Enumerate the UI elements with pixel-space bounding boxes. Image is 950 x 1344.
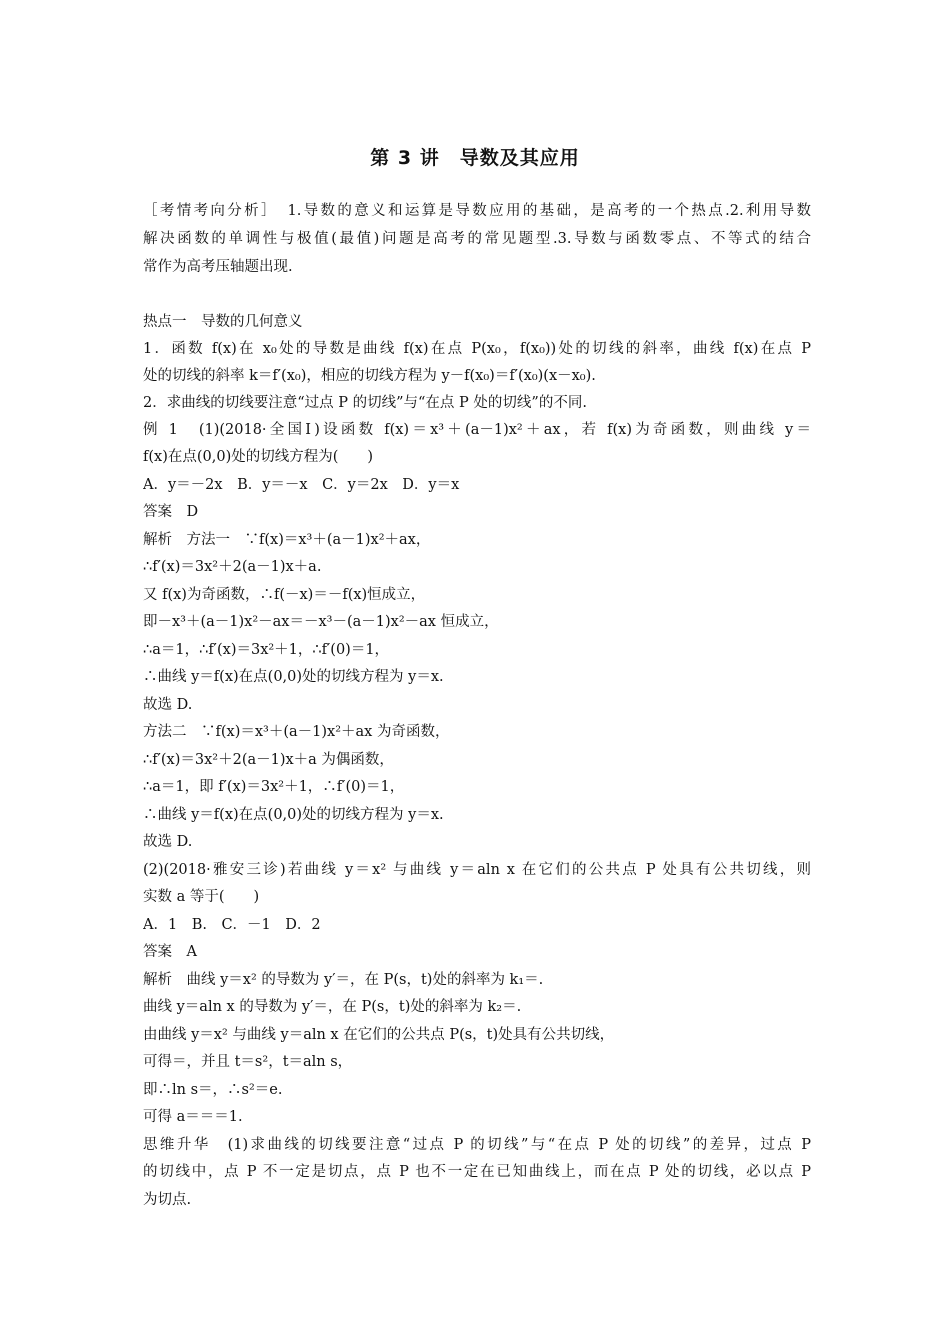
text-line: 的切线中，点 P 不一定是切点，点 P 也不一定在已知曲线上，而在点 P 处的切线，必以点 P — [143, 1164, 811, 1180]
text-line: f(x)在点(0,0)处的切线方程为( ) — [143, 449, 374, 465]
intro-line: 解决函数的单调性与极值(最值)问题是高考的常见题型.3.导数与函数零点、不等式的结合 — [143, 231, 811, 247]
text-line: 答案 D — [143, 504, 199, 520]
text-line: ∴a＝1，∴f′(x)＝3x²＋1，∴f′(0)＝1， — [143, 642, 390, 658]
text-line: (2)(2018·雅安三诊)若曲线 y＝x² 与曲线 y＝aln x 在它们的公共点 P 处具有公共切线，则 — [143, 862, 811, 878]
text-line: A．1 B. C．－1 D．2 — [143, 917, 321, 933]
text-line: 为切点. — [143, 1192, 192, 1208]
text-line: 可得＝，并且 t＝s²，t＝aln s， — [143, 1054, 353, 1070]
text-line: 曲线 y＝aln x 的导数为 y′＝，在 P(s，t)处的斜率为 k₂＝. — [143, 999, 522, 1015]
text-line: 可得 a＝＝＝1. — [143, 1109, 243, 1125]
text-line: ∴f′(x)＝3x²＋2(a－1)x＋a 为偶函数， — [143, 752, 394, 768]
text-line: 解析 方法一 ∵f(x)＝x³＋(a－1)x²＋ax， — [143, 532, 431, 548]
text-line: ∴a＝1，即 f′(x)＝3x²＋1，∴f′(0)＝1， — [143, 779, 405, 795]
text-line: 解析 曲线 y＝x² 的导数为 y′＝，在 P(s，t)处的斜率为 k₁＝. — [143, 972, 544, 988]
text-line: A．y＝－2x B．y＝－x C．y＝2x D．y＝x — [143, 477, 460, 493]
text-line: 处的切线的斜率 k＝f′(x₀)，相应的切线方程为 y－f(x₀)＝f′(x₀)(x－x₀). — [143, 368, 596, 384]
text-line: 即∴ln s＝，∴s²＝e. — [143, 1082, 283, 1098]
text-line: 故选 D. — [143, 697, 193, 713]
text-line: 方法二 ∵f(x)＝x³＋(a－1)x²＋ax 为奇函数， — [143, 724, 450, 740]
text-line: 又 f(x)为奇函数，∴f(－x)＝－f(x)恒成立， — [143, 587, 426, 603]
section-heading: 热点一 导数的几何意义 — [143, 314, 303, 330]
intro-line: 常作为高考压轴题出现. — [143, 259, 293, 275]
text-line: 思维升华 (1)求曲线的切线要注意“过点 P 的切线”与“在点 P 处的切线”的差异，过点 P — [143, 1137, 811, 1153]
text-line: ∴曲线 y＝f(x)在点(0,0)处的切线方程为 y＝x. — [143, 807, 444, 823]
text-line: 故选 D. — [143, 834, 193, 850]
text-line: 实数 a 等于( ) — [143, 889, 260, 905]
text-line: 即－x³＋(a－1)x²－ax＝－x³－(a－1)x²－ax 恒成立， — [143, 614, 499, 630]
intro-line: ［考情考向分析］ 1.导数的意义和运算是导数应用的基础，是高考的一个热点.2.利用导数 — [143, 203, 811, 219]
text-line: 由曲线 y＝x² 与曲线 y＝aln x 在它们的公共点 P(s，t)处具有公共切线， — [143, 1027, 615, 1043]
text-line: 2．求曲线的切线要注意“过点 P 的切线”与“在点 P 处的切线”的不同. — [143, 395, 587, 411]
text-line: 答案 A — [143, 944, 197, 960]
text-line: 1．函数 f(x)在 x₀处的导数是曲线 f(x)在点 P(x₀，f(x₀))处的切线的斜率，曲线 f(x)在点 P — [143, 341, 811, 357]
page-title: 第 3 讲 导数及其应用 — [370, 147, 580, 169]
text-line: ∴曲线 y＝f(x)在点(0,0)处的切线方程为 y＝x. — [143, 669, 444, 685]
text-line: 例 1 (1)(2018·全国Ⅰ)设函数 f(x)＝x³＋(a－1)x²＋ax，若 f(x)为奇函数，则曲线 y＝ — [143, 422, 811, 438]
text-line: ∴f′(x)＝3x²＋2(a－1)x＋a. — [143, 559, 322, 575]
